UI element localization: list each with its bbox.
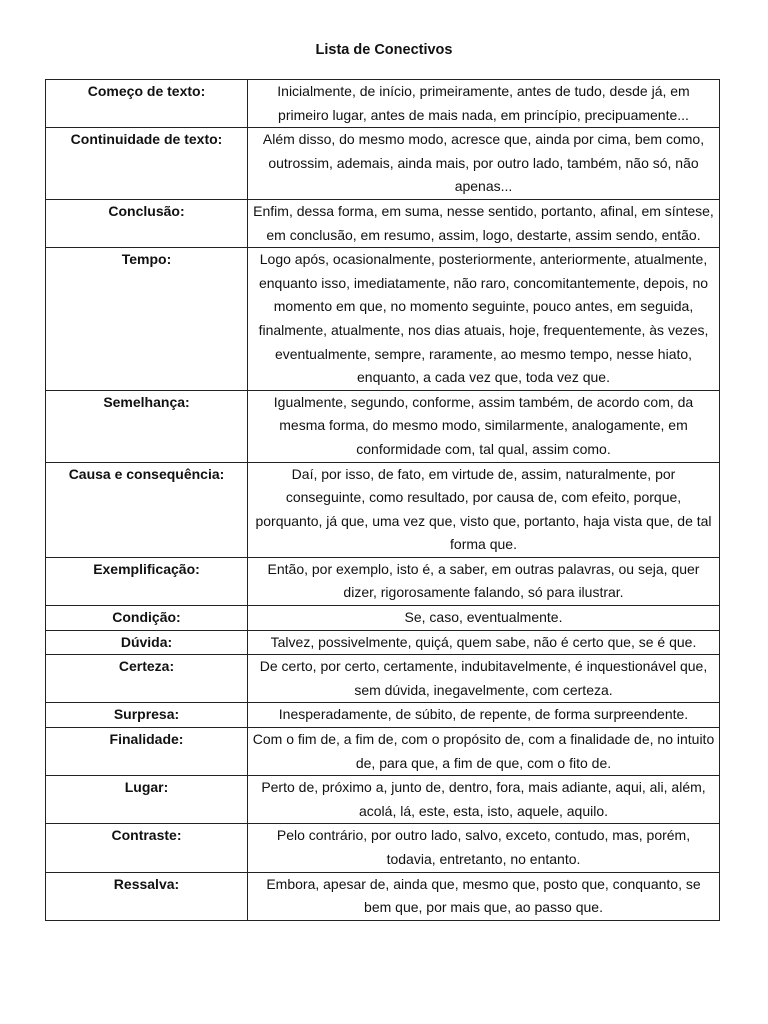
table-row: [46, 248, 720, 391]
table-row: [46, 557, 720, 605]
table-row: [46, 199, 720, 247]
connectives-table: [45, 79, 720, 921]
category-cell: Surpresa:: [46, 703, 248, 728]
category-cell: Ressalva:: [46, 872, 248, 920]
connectives-cell: Inesperadamente, de súbito, de repente, de forma surpreendente.: [248, 703, 720, 728]
category-cell: Certeza:: [46, 655, 248, 703]
category-cell: Conclusão:: [46, 199, 248, 247]
connectives-cell: Igualmente, segundo, conforme, assim também, de acordo com, da mesma forma, do mesmo modo, similarmente, analogamente, em conformidade com, tal qual, assim como.: [248, 390, 720, 462]
table-row: [46, 80, 720, 128]
connectives-cell: Com o fim de, a fim de, com o propósito de, com a finalidade de, no intuito de, para que, a fim de que, com o fito de.: [248, 728, 720, 776]
category-cell: Semelhança:: [46, 390, 248, 462]
table-row: [46, 462, 720, 557]
connectives-cell: De certo, por certo, certamente, indubitavelmente, é inquestionável que, sem dúvida, inegavelmente, com certeza.: [248, 655, 720, 703]
connectives-cell: Inicialmente, de início, primeiramente, antes de tudo, desde já, em primeiro lugar, antes de mais nada, em princípio, precipuamente...: [248, 80, 720, 128]
category-cell: Contraste:: [46, 824, 248, 872]
table-row: [46, 128, 720, 200]
table-row: [46, 390, 720, 462]
category-cell: Dúvida:: [46, 630, 248, 655]
connectives-cell: Perto de, próximo a, junto de, dentro, fora, mais adiante, aqui, ali, além, acolá, lá, este, esta, isto, aquele, aquilo.: [248, 776, 720, 824]
category-cell: Finalidade:: [46, 728, 248, 776]
table-row: [46, 872, 720, 920]
table-row: [46, 776, 720, 824]
connectives-cell: Daí, por isso, de fato, em virtude de, assim, naturalmente, por conseguinte, como resultado, por causa de, com efeito, porque, porquanto, já que, uma vez que, visto que, portanto, haja vista que, de tal forma que.: [248, 462, 720, 557]
category-cell: Começo de texto:: [46, 80, 248, 128]
category-cell: Continuidade de texto:: [46, 128, 248, 200]
table-row: [46, 703, 720, 728]
document-title: Lista de Conectivos: [315, 42, 453, 58]
connectives-cell: Talvez, possivelmente, quiçá, quem sabe, não é certo que, se é que.: [248, 630, 720, 655]
category-cell: Condição:: [46, 606, 248, 631]
connectives-cell: Enfim, dessa forma, em suma, nesse sentido, portanto, afinal, em síntese, em conclusão, em resumo, assim, logo, destarte, assim sendo, então.: [248, 199, 720, 247]
table-row: [46, 655, 720, 703]
connectives-cell: Então, por exemplo, isto é, a saber, em outras palavras, ou seja, quer dizer, rigorosamente falando, só para ilustrar.: [248, 557, 720, 605]
table-row: [46, 606, 720, 631]
connectives-cell: Pelo contrário, por outro lado, salvo, exceto, contudo, mas, porém, todavia, entretanto, no entanto.: [248, 824, 720, 872]
category-cell: Lugar:: [46, 776, 248, 824]
connectives-cell: Logo após, ocasionalmente, posteriormente, anteriormente, atualmente, enquanto isso, imediatamente, não raro, concomitantemente, depois, no momento em que, no momento seguinte, pouco antes, em seguida, finalmente, atualmente, nos dias atuais, hoje, frequentemente, às vezes, eventualmente, sempre, raramente, ao mesmo tempo, nesse hiato, enquanto, a cada vez que, toda vez que.: [248, 248, 720, 391]
connectives-cell: Além disso, do mesmo modo, acresce que, ainda por cima, bem como, outrossim, ademais, ainda mais, por outro lado, também, não só, não apenas...: [248, 128, 720, 200]
connectives-cell: Embora, apesar de, ainda que, mesmo que, posto que, conquanto, se bem que, por mais que, ao passo que.: [248, 872, 720, 920]
table-row: [46, 630, 720, 655]
connectives-cell: Se, caso, eventualmente.: [248, 606, 720, 631]
table-row: [46, 728, 720, 776]
category-cell: Tempo:: [46, 248, 248, 391]
table-row: [46, 824, 720, 872]
category-cell: Causa e consequência:: [46, 462, 248, 557]
category-cell: Exemplificação:: [46, 557, 248, 605]
